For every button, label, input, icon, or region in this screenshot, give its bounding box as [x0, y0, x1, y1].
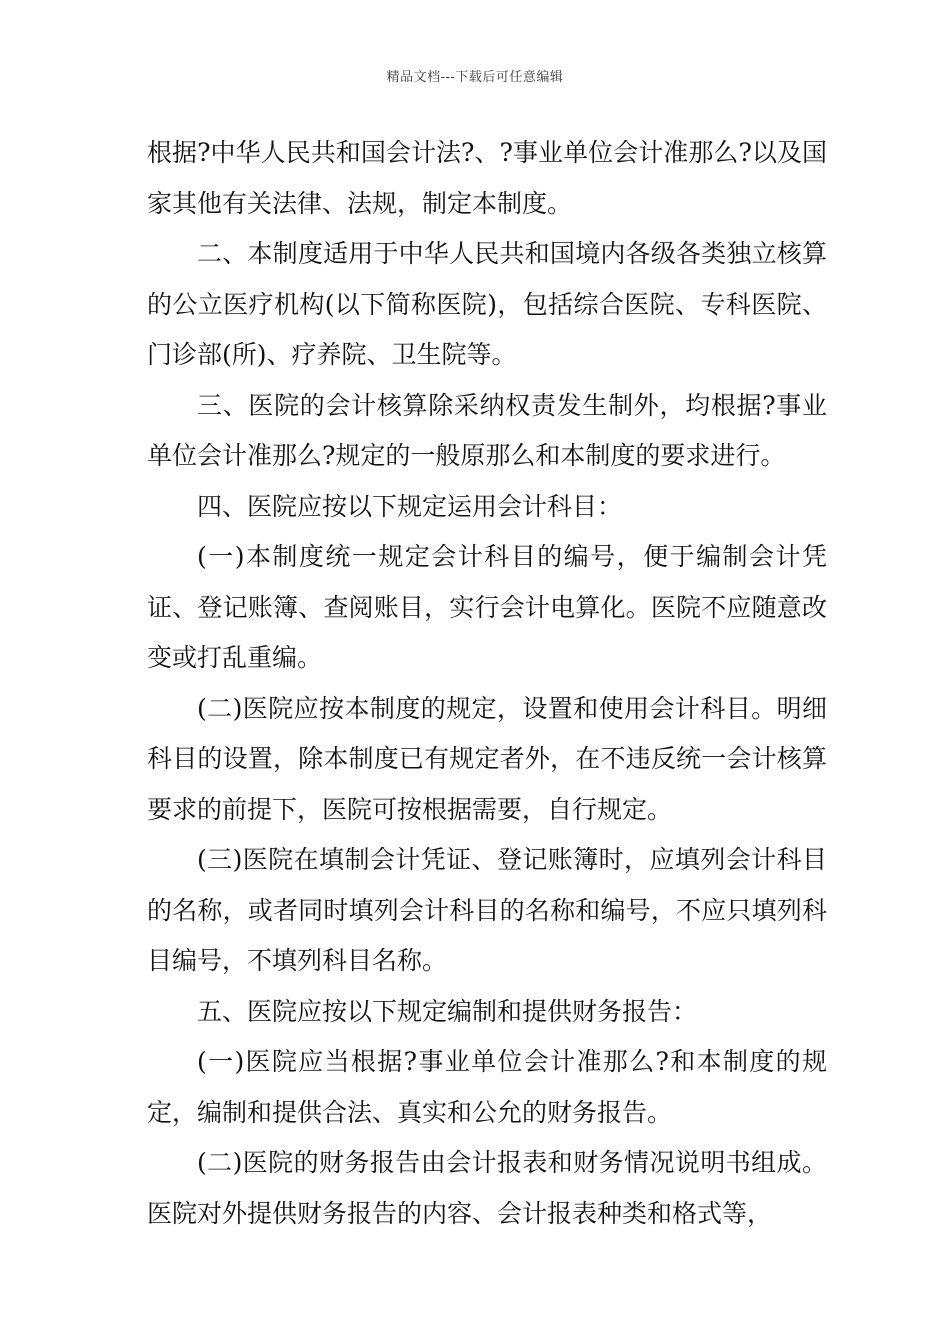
- paragraph: (三)医院在填制会计凭证、登记账簿时，应填列会计科目的名称，或者同时填列会计科目的名称和编号，不应只填列科目编号，不填列科目名称。: [147, 845, 827, 975]
- paragraph: 五、医院应按以下规定编制和提供财务报告：: [197, 996, 698, 1026]
- paragraph: (一)医院应当根据?事业单位会计准那么?和本制度的规定，编制和提供合法、真实和公允的财务报告。: [147, 1047, 827, 1127]
- paragraph: 二、本制度适用于中华人民共和国境内各级各类独立核算的公立医疗机构(以下简称医院)，包括综合医院、专科医院、门诊部(所)、疗养院、卫生院等。: [147, 239, 827, 369]
- paragraph: 四、医院应按以下规定运用会计科目：: [197, 491, 623, 521]
- paragraph: (一)本制度统一规定会计科目的编号，便于编制会计凭证、登记账簿、查阅账目，实行会计电算化。医院不应随意改变或打乱重编。: [147, 542, 827, 672]
- paragraph: (二)医院应按本制度的规定，设置和使用会计科目。明细科目的设置，除本制度已有规定者外，在不违反统一会计核算要求的前提下，医院可按根据需要，自行规定。: [147, 693, 827, 824]
- paragraph: 三、医院的会计核算除采纳权责发生制外，均根据?事业单位会计准那么?规定的一般原那么和本制度的要求进行。: [147, 390, 827, 470]
- paragraph: (二)医院的财务报告由会计报表和财务情况说明书组成。医院对外提供财务报告的内容、会计报表种类和格式等，: [147, 1148, 827, 1228]
- document-body: [147, 128, 827, 1239]
- page-header: 精品文档---下载后可任意编辑: [386, 70, 564, 85]
- paragraph: 根据?中华人民共和国会计法?、?事业单位会计准那么?以及国家其他有关法律、法规，制定本制度。: [147, 138, 827, 218]
